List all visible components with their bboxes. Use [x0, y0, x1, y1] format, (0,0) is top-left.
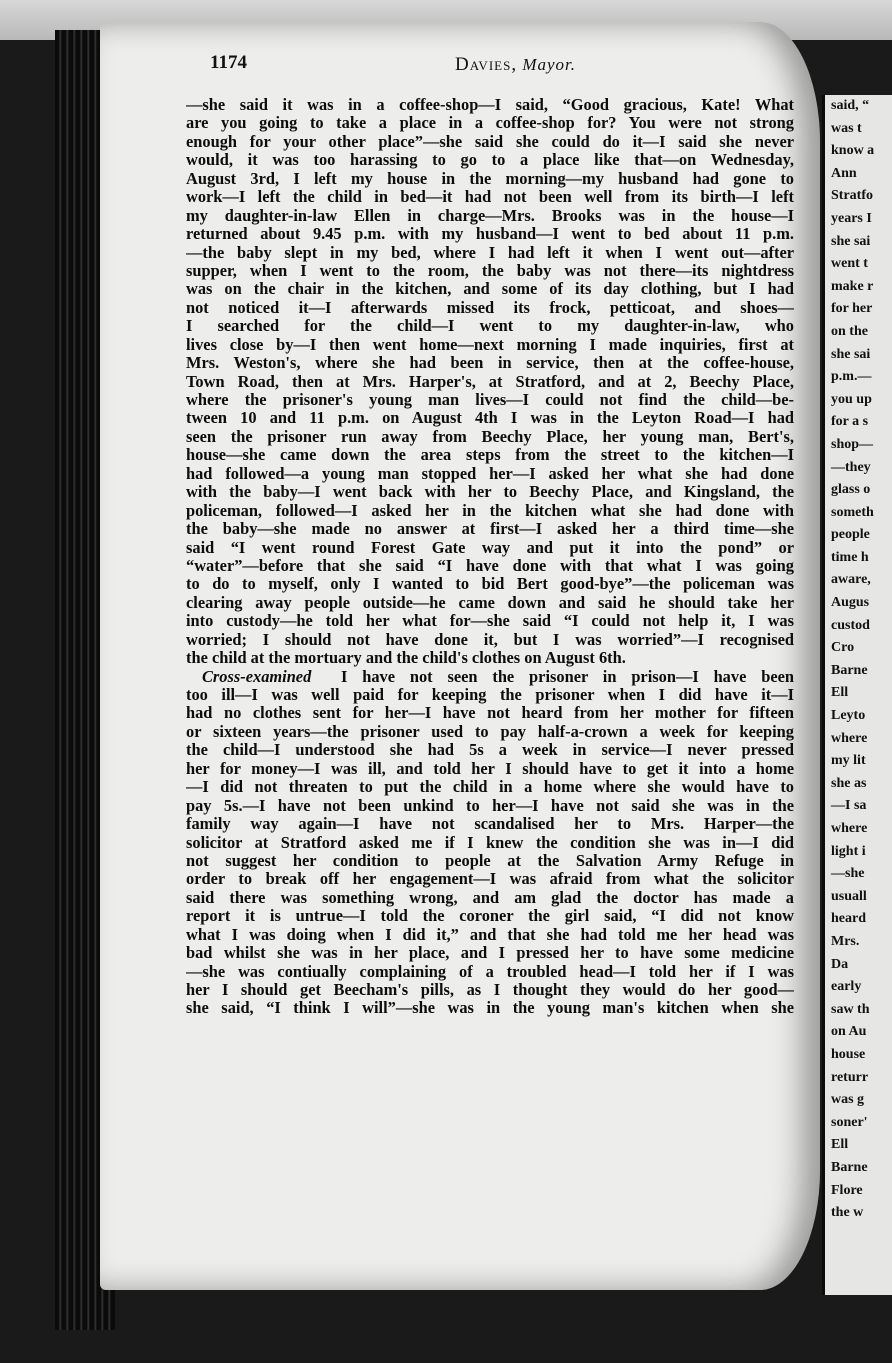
text-line: enough for your other place”—she said she could do it—I said she never: [186, 132, 794, 151]
right-page-fragment: she sai: [831, 233, 871, 249]
text-line: I searched for the child—I went to my daughter-in-law, who: [186, 317, 794, 336]
text-line: bad whilst she was in her place, and I pressed her to have some medicine: [186, 944, 794, 963]
right-page-fragment: she sai: [831, 346, 871, 362]
text-line: family way again—I have not scandalised her to Mrs. Harper—the: [186, 815, 794, 834]
running-head-name: Davies,: [455, 54, 518, 75]
right-page-fragment: time h: [831, 549, 869, 565]
right-page-fragment: —she: [831, 866, 865, 882]
text-line: with the baby—I went back with her to Beechy Place, and Kingsland, the: [186, 483, 794, 502]
right-page-fragment: Mrs.: [831, 933, 860, 949]
right-page-fragment: Augus: [831, 595, 870, 611]
right-page-fragment: custod: [831, 617, 870, 633]
right-page-fragment: Ell: [831, 1137, 849, 1153]
text-line: are you going to take a place in a coffee-shop for? You were not strong: [186, 114, 794, 133]
right-page-fragment: was g: [831, 1092, 865, 1108]
right-page-fragment: usuall: [831, 888, 867, 904]
text-line: where the prisoner's young man lives—I could not find the child—be-: [186, 391, 794, 409]
right-page-fragment: aware,: [831, 572, 871, 588]
text-line: supper, when I went to the room, the baby was not there—its nightdress: [186, 261, 794, 280]
text-line: had no clothes sent for her—I have not heard from her mother for fifteen: [186, 704, 794, 723]
page-header: [210, 52, 800, 80]
testimony-block: [186, 96, 794, 668]
text-line: lives close by—I then went home—next morning I made inquiries, first at: [186, 335, 794, 354]
right-page-edge: [822, 95, 892, 1295]
right-page-fragments: [825, 95, 892, 1225]
right-page-fragment: for her: [831, 301, 873, 317]
text-line: she said, “I think I will”—she was in the young man's kitchen when she: [186, 999, 794, 1018]
text-line: worried; I should not have done it, but I was worried”—I recognised: [186, 630, 794, 649]
text-line: “water”—before that she said “I have done with that what I was going: [186, 556, 794, 575]
right-page-fragment: she as: [831, 775, 867, 791]
text-line: report it is untrue—I told the coroner the girl said, “I did not know: [186, 907, 794, 926]
text-line: said “I went round Forest Gate way and put it into the pond” or: [186, 538, 794, 557]
text-line: tween 10 and 11 p.m. on August 4th I was in the Leyton Road—I had: [186, 409, 794, 428]
right-page-fragment: shop—: [831, 436, 874, 452]
right-page-fragment: was t: [831, 120, 862, 136]
right-page-fragment: Flore: [831, 1182, 863, 1198]
right-page-fragment: on the: [831, 323, 868, 339]
right-page-fragment: people: [831, 527, 870, 543]
right-page-fragment: know a: [831, 143, 875, 159]
text-line: —the baby slept in my bed, where I had left it when I went out—after: [186, 243, 794, 262]
right-page-fragment: saw th: [831, 1001, 870, 1017]
right-page-fragment: you up: [831, 391, 872, 407]
right-page-fragment: where: [831, 730, 868, 746]
right-page-fragment: Ell: [831, 685, 849, 701]
text-line: solicitor at Stratford asked me if I knew the condition she was in—I did: [186, 833, 794, 852]
cross-examined-first-line: I have not seen the prisoner in prison—I have been: [340, 667, 794, 686]
right-page-fragment: years I: [831, 210, 872, 226]
text-line: the child—I understood she had 5s a week in service—I never pressed: [186, 741, 794, 760]
right-page-fragment: soner': [831, 1114, 868, 1130]
right-page-fragment: light i: [831, 843, 866, 859]
text-line: Mrs. Weston's, where she had been in service, then at the coffee-house,: [186, 354, 794, 373]
right-page-fragment: returr: [831, 1069, 869, 1085]
text-line: seen the prisoner run away from Beechy Place, her young man, Bert's,: [186, 427, 794, 446]
right-page-fragment: Da: [831, 956, 849, 972]
cross-examined-heading: Cross-examined: [202, 667, 312, 686]
text-line: or sixteen years—the prisoner used to pay half-a-crown a week for keeping: [186, 722, 794, 741]
right-page-fragment: Cro: [831, 640, 855, 656]
right-page-fragment: —they: [831, 459, 871, 475]
text-line: August 3rd, I left my house in the morning—my husband had gone to: [186, 169, 794, 188]
right-page-fragment: someth: [831, 504, 874, 520]
page-number: 1174: [210, 52, 247, 73]
right-page-fragment: heard: [831, 911, 866, 927]
text-line: had followed—a young man stopped her—I asked her what she had done: [186, 464, 794, 483]
right-page-fragment: early: [831, 979, 862, 995]
text-line: said there was something wrong, and am glad the doctor has made a: [186, 888, 794, 907]
text-line: —she was contiually complaining of a troubled head—I told her if I was: [186, 962, 794, 981]
text-line: Town Road, then at Mrs. Harper's, at Stratford, and at 2, Beechy Place,: [186, 372, 794, 391]
right-page-fragment: p.m.—: [831, 369, 872, 385]
right-page-fragment: the w: [831, 1205, 864, 1221]
right-page-fragment: my lit: [831, 753, 866, 769]
right-page-fragment: went t: [831, 256, 868, 272]
text-line: —she said it was in a coffee-shop—I said, “Good gracious, Kate! What: [186, 96, 794, 114]
text-line: the baby—she made no answer at first—I asked her a third time—she: [186, 520, 794, 539]
text-line: —I did not threaten to put the child in a home where she would have to: [186, 778, 794, 797]
right-page-fragment: Barne: [831, 1159, 868, 1175]
right-page-fragment: Barne: [831, 662, 868, 678]
right-page-fragment: glass o: [831, 482, 871, 498]
cross-examination-block: [186, 686, 794, 1018]
right-page-fragment: where: [831, 821, 868, 836]
right-page-fragment: Ann: [831, 165, 857, 181]
text-line: was on the chair in the kitchen, and some of its day clothing, but I had: [186, 280, 794, 299]
right-page-fragment: —I sa: [831, 798, 867, 814]
right-page-fragment: Leyto: [831, 708, 866, 724]
right-page-fragment: for a s: [831, 414, 869, 430]
right-page-fragment: on Au: [831, 1024, 867, 1040]
body-text: [186, 96, 794, 1018]
text-line: the child at the mortuary and the child's clothes on August 6th.: [186, 649, 626, 668]
text-line: into custody—he told her what for—she said “I could not help it, I was: [186, 612, 794, 631]
text-line: her I should get Beecham's pills, as I thought they would do her good—: [186, 981, 794, 999]
right-page-fragment: make r: [831, 278, 874, 294]
text-line: my daughter-in-law Ellen in charge—Mrs. Brooks was in the house—I: [186, 206, 794, 225]
running-head: [455, 54, 576, 76]
text-line: returned about 9.45 p.m. with my husband—I went to bed about 11 p.m.: [186, 225, 794, 244]
text-line: not suggest her condition to people at the Salvation Army Refuge in: [186, 851, 794, 870]
text-line: order to break off her engagement—I was afraid from what the solicitor: [186, 870, 794, 889]
text-line: to do to myself, only I wanted to bid Bert good-bye”—the policeman was: [186, 575, 794, 594]
right-page-fragment: said, “: [831, 98, 870, 113]
text-line: pay 5s.—I have not been unkind to her—I have not said she was in the: [186, 796, 794, 815]
text-line: too ill—I was well paid for keeping the prisoner when I did have it—I: [186, 686, 794, 704]
text-line: clearing away people outside—he came down and said he should take her: [186, 593, 794, 612]
cross-examined-line: [186, 668, 794, 686]
text-line: house—she came down the area steps from the street to the kitchen—I: [186, 446, 794, 465]
text-line: what I was doing when I did it,” and that she had told me her head was: [186, 925, 794, 944]
text-line: her for money—I was ill, and told her I should have to get it into a home: [186, 759, 794, 778]
text-line: policeman, followed—I asked her in the kitchen what she had done with: [186, 501, 794, 520]
text-line: would, it was too harassing to go to a place like that—on Wednesday,: [186, 151, 794, 170]
text-line: not noticed it—I afterwards missed its frock, petticoat, and shoes—: [186, 298, 794, 317]
text-line: work—I left the child in bed—it had not been well from its birth—I left: [186, 188, 794, 207]
right-page-fragment: Stratfo: [831, 188, 873, 204]
right-page-fragment: house: [831, 1046, 866, 1062]
running-head-title: Mayor.: [522, 55, 577, 74]
